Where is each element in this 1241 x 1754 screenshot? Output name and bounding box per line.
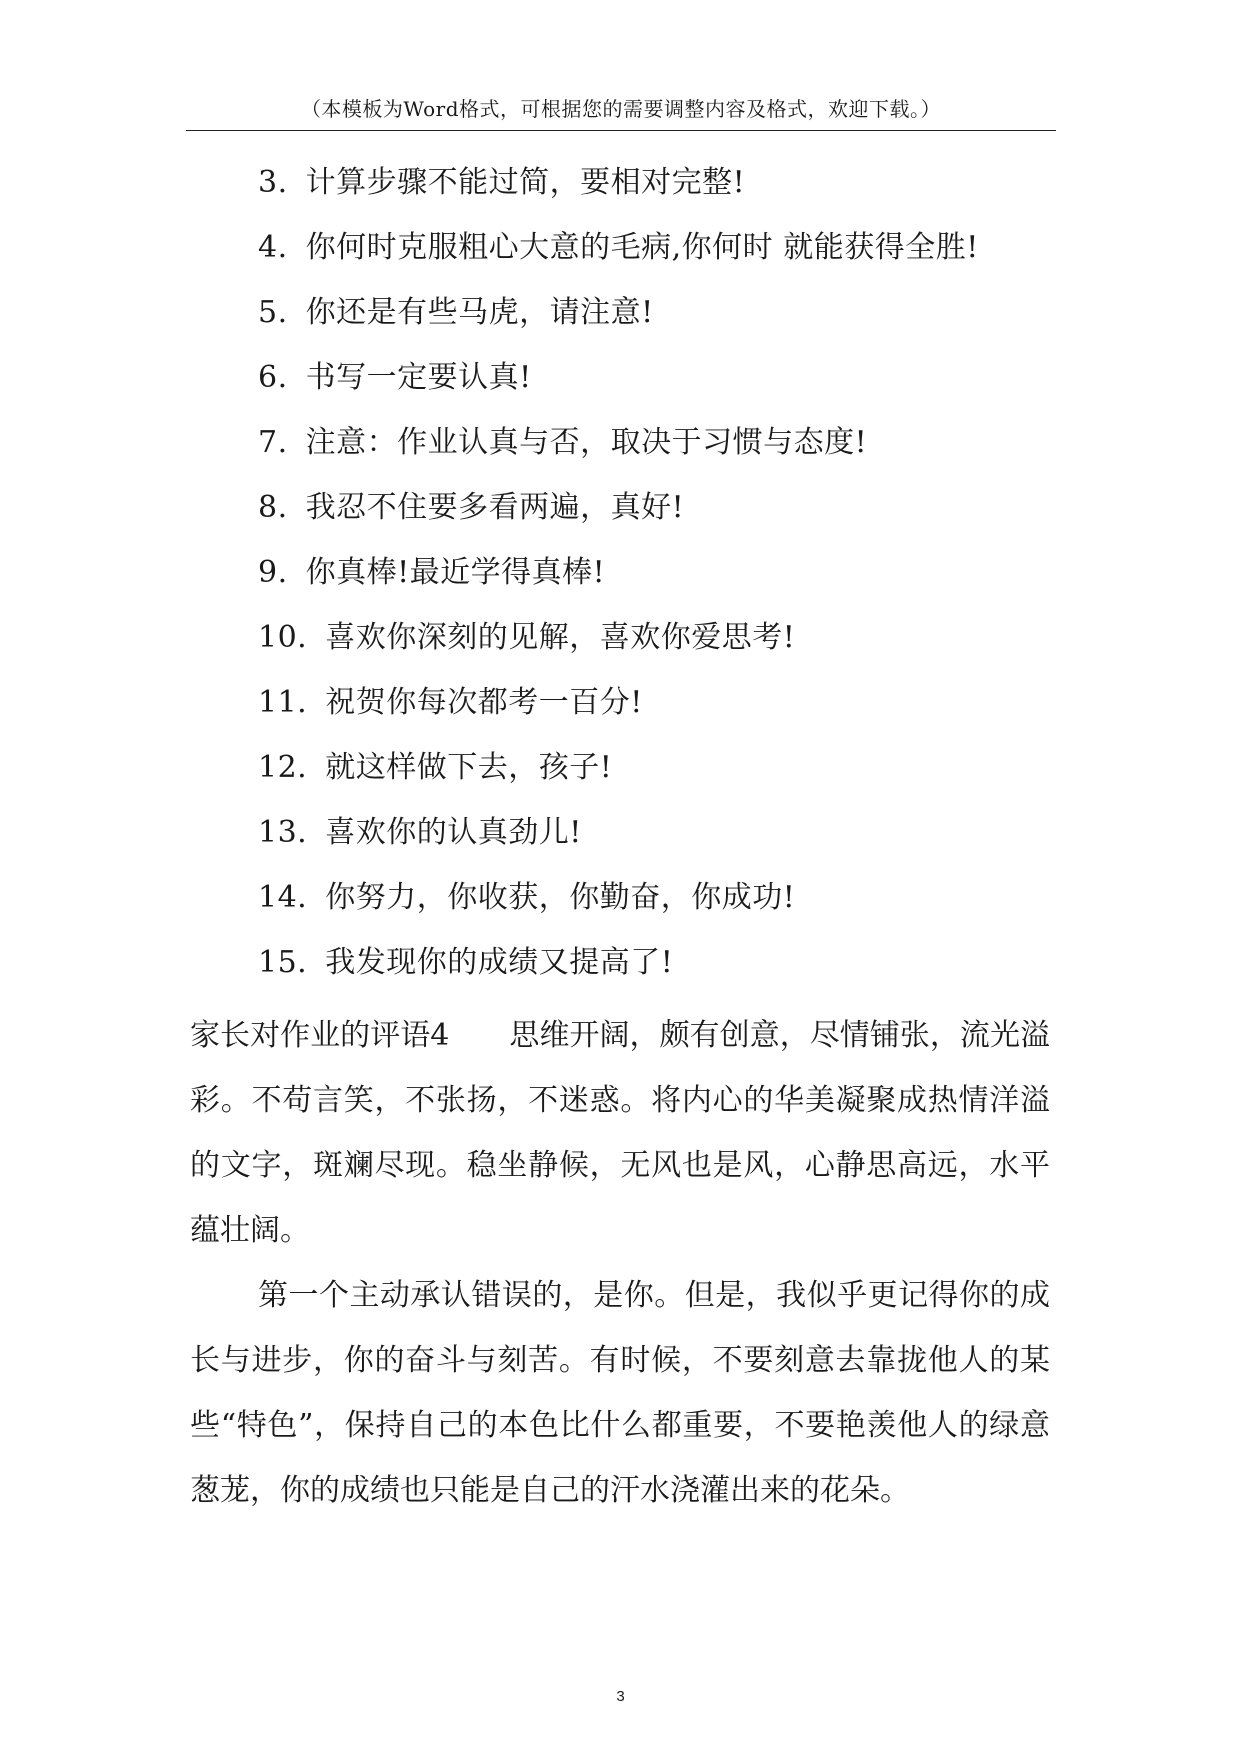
list-item-text: 喜欢你深刻的见解，喜欢你爱思考! xyxy=(325,620,796,655)
list-item-number: 5. xyxy=(258,295,288,330)
comment-list xyxy=(258,158,979,1003)
list-item-text: 你何时克服粗心大意的毛病,你何时 就能获得全胜! xyxy=(305,230,979,265)
list-item-number: 13. xyxy=(258,815,308,850)
list-item-number: 12. xyxy=(258,750,308,785)
header-divider xyxy=(186,130,1056,131)
list-item-text: 我发现你的成绩又提高了! xyxy=(325,945,674,980)
section-heading: 家长对作业的评语4 xyxy=(190,1018,450,1053)
list-item-text: 你还是有些马虎，请注意! xyxy=(305,295,654,330)
list-item xyxy=(258,808,979,873)
list-item-number: 10. xyxy=(258,620,308,655)
list-item-number: 3. xyxy=(258,165,288,200)
list-item-text: 你努力，你收获，你勤奋，你成功! xyxy=(325,880,796,915)
list-item-number: 6. xyxy=(258,360,288,395)
list-item-text: 就这样做下去，孩子! xyxy=(325,750,613,785)
list-item-number: 8. xyxy=(258,490,288,525)
list-item xyxy=(258,223,979,288)
list-item xyxy=(258,938,979,1003)
list-item xyxy=(258,873,979,938)
list-item xyxy=(258,288,979,353)
list-item-text: 你真棒!最近学得真棒! xyxy=(305,555,606,590)
list-item xyxy=(258,483,979,548)
section-paragraph-1 xyxy=(190,1003,1050,1263)
list-item xyxy=(258,548,979,613)
list-item-text: 计算步骤不能过简，要相对完整! xyxy=(305,165,746,200)
list-item xyxy=(258,678,979,743)
list-item-number: 14. xyxy=(258,880,308,915)
section-paragraph-2: 第一个主动承认错误的，是你。但是，我似乎更记得你的成长与进步，你的奋斗与刻苦。有时候，不要刻意去靠拢他人的某些“特色”，保持自己的本色比什么都重要，不要艳羡他人的绿意葱茏，你的成绩也只能是自己的汗水浇灌出来的花朵。 xyxy=(190,1278,1050,1508)
list-item xyxy=(258,158,979,223)
list-item-text: 喜欢你的认真劲儿! xyxy=(325,815,582,850)
list-item-text: 书写一定要认真! xyxy=(305,360,532,395)
list-item-number: 11. xyxy=(258,685,308,720)
template-note: （本模板为Word格式，可根据您的需要调整内容及格式，欢迎下载。） xyxy=(300,97,942,121)
list-item-text: 祝贺你每次都考一百分! xyxy=(325,685,643,720)
list-item-number: 4. xyxy=(258,230,288,265)
list-item xyxy=(258,613,979,678)
list-item xyxy=(258,418,979,483)
page-number: 3 xyxy=(616,1688,625,1705)
list-item-number: 15. xyxy=(258,945,308,980)
list-item-number: 9. xyxy=(258,555,288,590)
list-item-text: 我忍不住要多看两遍，真好! xyxy=(305,490,685,525)
list-item-number: 7. xyxy=(258,425,288,460)
list-item xyxy=(258,743,979,808)
list-item xyxy=(258,353,979,418)
paragraph-1-text: 思维开阔，颇有创意，尽情铺张，流光溢彩。不苟言笑，不张扬，不迷惑。将内心的华美凝聚成热情洋溢的文字，斑斓尽现。稳坐静候，无风也是风，心静思高远，水平蕴壮阔。 xyxy=(190,1018,1051,1248)
list-item-text: 注意：作业认真与否，取决于习惯与态度! xyxy=(305,425,868,460)
